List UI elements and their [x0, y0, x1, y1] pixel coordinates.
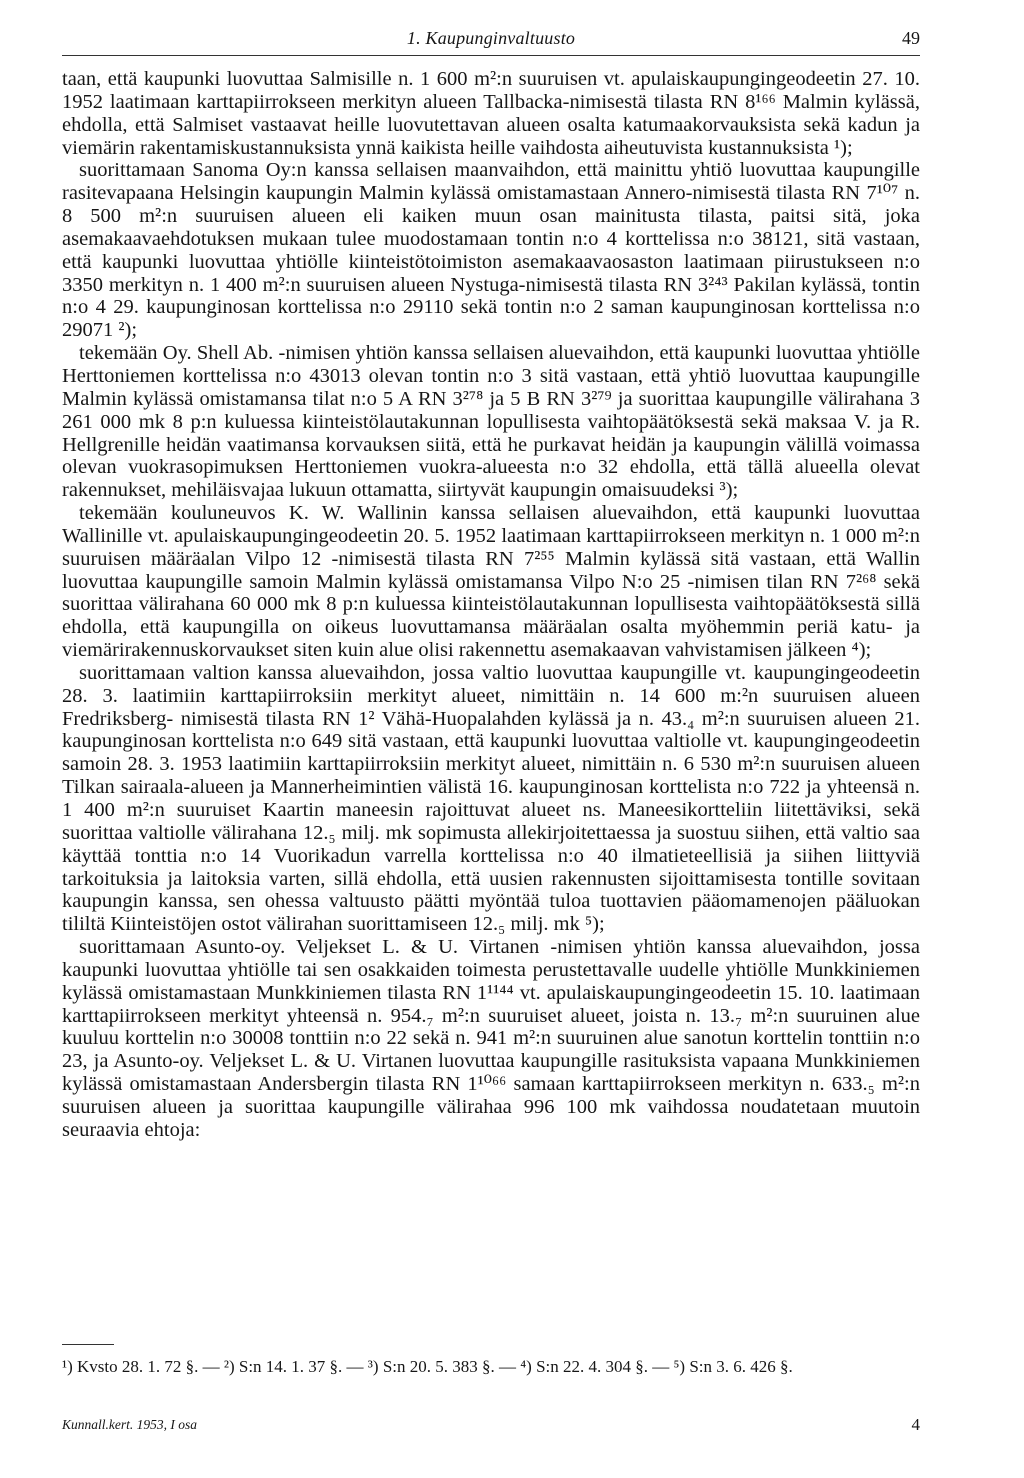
paragraph-shell: tekemään Oy. Shell Ab. -nimisen yhtiön kanssa sellaisen aluevaihdon, että kaupunki luovuttaa yhtiölle Herttoniemen korttelissa n:o 43013 olevan tontin n:o 3 sitä vastaan, että yhtiö luovuttaa kaupungille Malmin kylässä omistamansa tilat n:o 5 A RN 3²⁷⁸ ja 5 B RN 3²⁷⁹ ja suorittaa kaupungille välirahana 3 261 000 mk 8 p:n kuluessa kiinteistölautakunnan lopullisesta vaihtopäätöksestä sekä maksaa V. ja R. Hellgrenille heidän vaatimansa korvauksen siitä, että he purkavat heidän ja kaupungin välillä voimassa olevan vuokrasopimuksen Herttoniemen vuokra-alueesta n:o 32 ehdolla, että tällä alueella olevat rakennukset, mehiläisvajaa lukuun ottamatta, siirtyvät kaupungin omaisuudeksi ³);	[62, 342, 920, 502]
paragraph-salmiset: taan, että kaupunki luovuttaa Salmisille n. 1 600 m²:n suuruisen vt. apulaiskaupungingeodeetin 27. 10. 1952 laatimaan karttapiirrokseen merkityn alueen Tallbacka-nimisestä tilasta RN 8¹⁶⁶ Malmin kylässä, ehdolla, että Salmiset vastaavat heille luovutettavan alueen osalta katumaakorvauksista sekä kadun ja viemärin rakentamiskustannuksista ynnä kaikista heille vaihdosta aiheutuvista kustannuksista ¹);	[62, 68, 920, 159]
paragraph-wallin: tekemään kouluneuvos K. W. Wallinin kanssa sellaisen aluevaihdon, että kaupunki luovuttaa Wallinille vt. apulaiskaupungingeodeetin 20. 5. 1952 laatimaan karttapiirrokseen merkityn n. 1 000 m²:n suuruisen määräalan Vilpo 12 -nimisestä tilasta RN 7²⁵⁵ Malmin kylässä sitä vastaan, että Wallin luovuttaa kaupungille samoin Malmin kylässä omistamansa Vilpo N:o 25 -nimisen tilan RN 7²⁶⁸ sekä suorittaa välirahana 60 000 mk 8 p:n kuluessa kiinteistölautakunnan lopullisesta vaihtopäätöksestä sillä ehdolla, että kaupungilla on oikeus luovuttamansa määräalan osalta myöhemmin periä katu- ja viemärirakennuskorvaukset siten kuin alue olisi rakennettu asemakaavan vahvistamisen jälkeen ⁴);	[62, 502, 920, 662]
body-text	[62, 68, 920, 1142]
page-number: 49	[902, 28, 920, 48]
paragraph-valtio: suorittamaan valtion kanssa aluevaihdon, jossa valtio luovuttaa kaupungille vt. kaupungingeodeetin 28. 3. laatimiin karttapiirroksiin merkityt alueet, nimittäin n. 14 600 m:²n suuruisen alueen Fredriksberg- nimisestä tilasta RN 1² Vähä-Huopalahden kylässä ja n. 43.₄ m²:n suuruisen alueen 21. kaupunginosan korttelista n:o 649 sitä vastaan, että kaupunki luovuttaa valtiolle vt. kaupungingeodeetin samoin 28. 3. 1953 laatimiin karttapiirroksiin merkityt alueet, nimittäin n. 6 530 m²:n suuruisen alueen Tilkan sairaala-alueen ja Mannerheimintien välistä 16. kaupunginosan korttelista n:o 722 ja yhteensä n. 1 400 m²:n suuruiset Kaartin maneesin rajoittuvat alueet ns. Maneesikortteliin liitettäviksi, sekä suorittaa valtiolle välirahana 12.₅ milj. mk sopimusta allekirjoitettaessa ja suostuu siihen, että valtio saa käyttää tonttia n:o 14 Vuorikadun varrella korttelissa n:o 40 ilmatieteellisiä ja siihen liittyviä tarkoituksia ja laitoksia varten, sillä ehdolla, että uusien rakennusten sijoittamisesta tontille sovitaan kaupungin kanssa, sen ohessa valtuusto päätti myöntää tuloa tuottavien pääomamenojen pääluokan tililtä Kiinteistöjen ostot välirahan suorittamiseen 12.₅ milj. mk ⁵);	[62, 661, 920, 936]
running-title: 1. Kaupunginvaltuusto	[406, 28, 576, 48]
page-footer	[62, 1417, 920, 1439]
source-note: Kunnall.kert. 1953, I osa	[62, 1417, 197, 1432]
paragraph-virtanen: suorittamaan Asunto-oy. Veljekset L. & U. Virtanen -nimisen yhtiön kanssa aluevaihdon, jossa kaupunki luovuttaa yhtiölle tai sen osakkaiden toimesta perustettavalle uudelle yhtiölle Munkkiniemen kylässä omistamastaan Munkkiniemen tilasta RN 1¹¹⁴⁴ vt. apulaiskaupungingeodeetin 15. 10. laatimaan karttapiirrokseen merkityt yhteensä n. 954.₇ m²:n suuruiset alueet, joista n. 13.₇ m²:n suuruinen alue kuuluu korttelin n:o 30008 tonttiin n:o 22 sekä n. 941 m²:n suuruinen alue sanotun korttelin tonttiin n:o 23, ja Asunto-oy. Veljekset L. & U. Virtanen luovuttaa kaupungille rasituksista vapaana Munkkiniemen kylässä omistamastaan Andersbergin tilasta RN 1¹⁰⁶⁶ samaan karttapiirrokseen merkityn n. 633.₅ m²:n suuruisen alueen ja suorittaa kaupungille välirahaa 996 100 mk vaihdossa noudatetaan muutoin seuraavia ehtoja:	[62, 936, 920, 1141]
header-rule	[62, 55, 920, 56]
footnotes: ¹) Kvsto 28. 1. 72 §. — ²) S:n 14. 1. 37 §. — ³) S:n 20. 5. 383 §. — ⁴) S:n 22. 4. 304 §. — ⁵) S:n 3. 6. 426 §.	[62, 1357, 793, 1376]
running-header	[62, 28, 920, 62]
footnote-rule	[62, 1344, 114, 1345]
signature-mark: 4	[911, 1415, 920, 1434]
paragraph-sanoma: suorittamaan Sanoma Oy:n kanssa sellaisen maanvaihdon, että mainittu yhtiö luovuttaa kaupungille rasitevapaana Helsingin kaupungin Malmin kylässä omistamastaan Annero-nimisestä tilasta RN 7¹⁰⁷ n. 8 500 m²:n suuruisen alueen eli kaiken muun osan mainitusta tilasta, paitsi sitä, joka asemakaavaehdotuksen mukaan tulee muodostamaan tontin n:o 4 korttelissa n:o 38121, sitä vastaan, että kaupunki luovuttaa yhtiölle kiinteistötoimiston asemakaavaosaston laatimaan piirustukseen n:o 3350 merkityn n. 1 400 m²:n suuruisen alueen Nystuga-nimisestä tilasta RN 3²⁴³ Pakilan kylässä, tontin n:o 4 29. kaupunginosan korttelissa n:o 29110 sekä tontin n:o 2 saman kaupunginosan korttelissa n:o 29071 ²);	[62, 159, 920, 342]
